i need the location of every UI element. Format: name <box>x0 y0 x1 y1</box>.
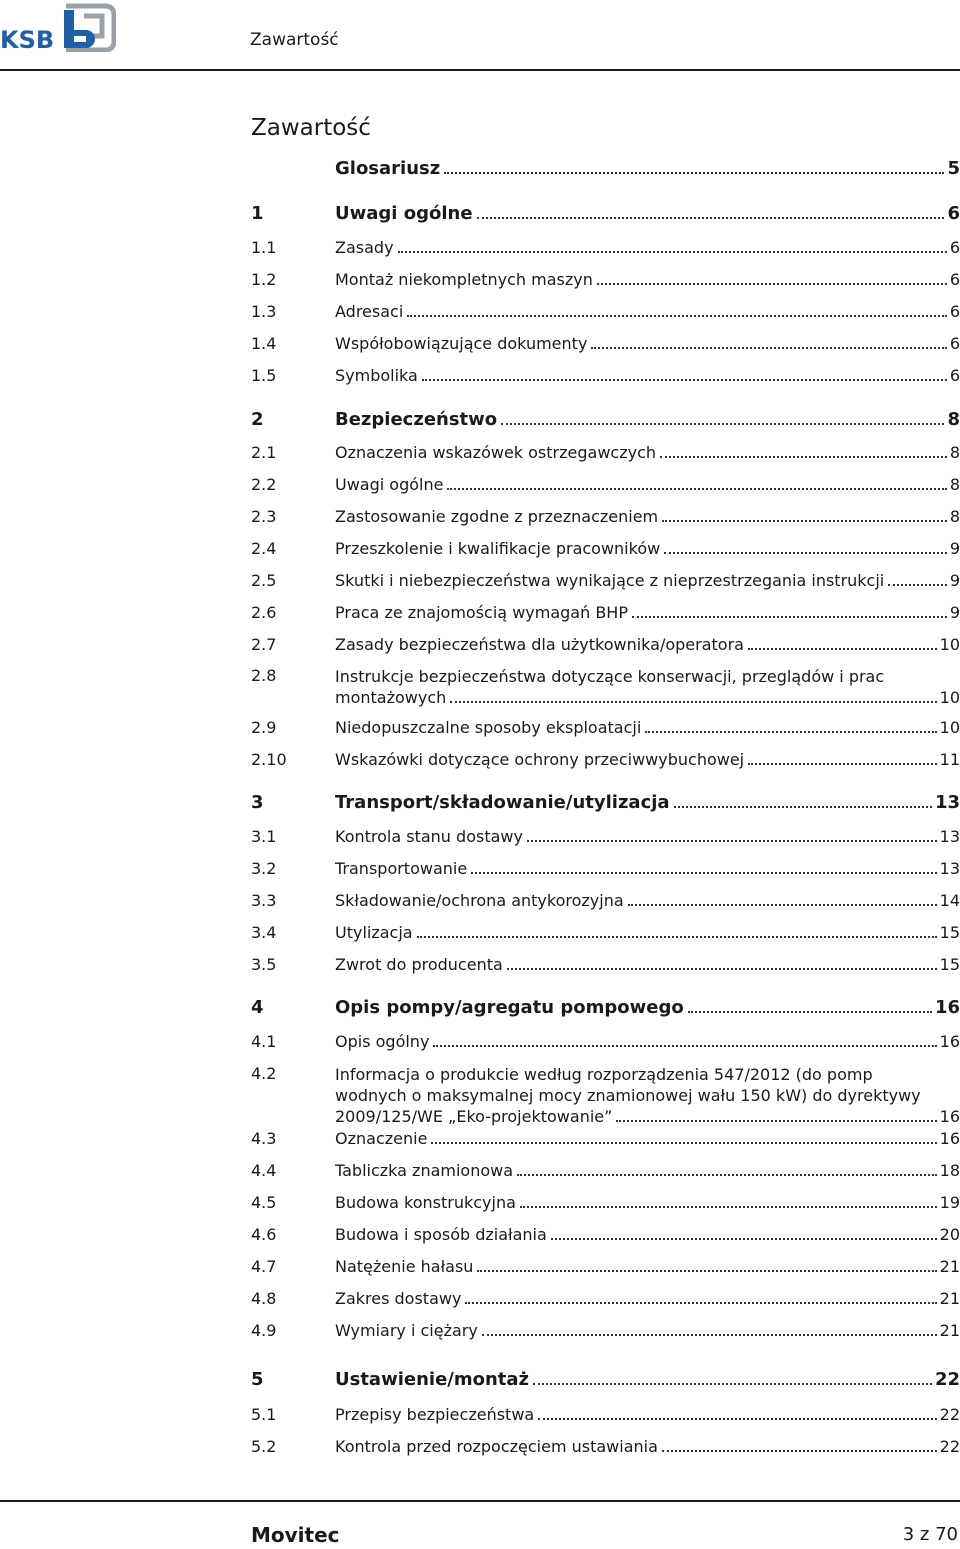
toc-section-entry[interactable] <box>251 539 960 559</box>
toc-section-entry[interactable] <box>251 635 960 655</box>
toc-entry-title: Opis pompy/agregatu pompowego <box>335 997 684 1018</box>
toc-entry-title-line: 2009/125/WE „Eko-projektowanie” <box>335 1107 613 1126</box>
toc-dot-leader <box>645 731 936 733</box>
toc-dot-leader <box>632 616 947 618</box>
toc-dot-leader <box>417 936 937 938</box>
toc-entry-title: Oznaczenia wskazówek ostrzegawczych <box>335 443 656 462</box>
toc-chapter-entry[interactable] <box>251 793 960 813</box>
toc-entry-page: 22 <box>939 1437 960 1456</box>
toc-dot-leader <box>520 1206 937 1208</box>
toc-entry-title: Niedopuszczalne sposoby eksploatacji <box>335 718 642 737</box>
toc-section-entry[interactable] <box>251 1321 960 1341</box>
toc-entry-number: 1 <box>251 203 264 224</box>
toc-dot-leader <box>748 648 937 650</box>
toc-entry-title-line: Informacja o produkcie według rozporządzenia 547/2012 (do pomp <box>335 1065 873 1084</box>
toc-entry-number: 3.3 <box>251 891 277 910</box>
toc-entry-title: Kontrola stanu dostawy <box>335 827 523 846</box>
footer-divider <box>0 1500 960 1502</box>
toc-entry-page: 10 <box>939 635 960 654</box>
toc-entry-page: 6 <box>949 270 960 289</box>
toc-entry-title: Symbolika <box>335 366 418 385</box>
toc-dot-leader <box>447 488 946 490</box>
toc-entry-title: Opis ogólny <box>335 1032 430 1051</box>
toc-entry-page: 8 <box>949 475 960 494</box>
toc-entry-page: 9 <box>949 603 960 622</box>
toc-dot-leader <box>482 1334 937 1336</box>
toc-entry-number: 1.2 <box>251 270 277 289</box>
toc-section-entry[interactable] <box>251 1289 960 1309</box>
toc-entry-number: 4.3 <box>251 1129 277 1148</box>
toc-entry-page: 16 <box>939 1129 960 1148</box>
toc-entry-title: Kontrola przed rozpoczęciem ustawiania <box>335 1437 658 1456</box>
toc-entry-title: Montaż niekompletnych maszyn <box>335 270 593 289</box>
toc-dot-leader <box>664 552 947 554</box>
toc-dot-leader <box>591 347 946 349</box>
toc-entry-number: 4.1 <box>251 1032 277 1051</box>
toc-entry-page: 8 <box>947 409 960 430</box>
toc-entry-page: 16 <box>934 997 960 1018</box>
toc-dot-leader <box>597 283 947 285</box>
toc-entry-title-line: wodnych o maksymalnej mocy znamionowej wału 150 kW) do dyrektywy <box>335 1086 921 1105</box>
toc-entry-number: 2.2 <box>251 475 277 494</box>
toc-entry-title: Zwrot do producenta <box>335 955 503 974</box>
toc-entry-number: 1.4 <box>251 334 277 353</box>
toc-entry-number: 2.5 <box>251 571 277 590</box>
toc-dot-leader <box>477 1270 936 1272</box>
toc-dot-leader <box>748 763 937 765</box>
toc-entry-number: 1.1 <box>251 238 277 257</box>
toc-entry-page: 13 <box>939 827 960 846</box>
toc-entry-page: 22 <box>939 1405 960 1424</box>
toc-entry-number: 2.1 <box>251 443 277 462</box>
toc-entry-number: 2.10 <box>251 750 287 769</box>
toc-chapter-entry[interactable] <box>251 1370 960 1390</box>
page-header <box>0 0 960 70</box>
toc-dot-leader <box>433 1045 936 1047</box>
toc-section-entry[interactable] <box>251 443 960 463</box>
toc-dot-leader <box>538 1418 936 1420</box>
toc-entry-title: Ustawienie/montaż <box>335 1369 530 1390</box>
toc-dot-leader <box>688 1011 932 1013</box>
toc-entry-page: 16 <box>939 1032 960 1051</box>
toc-section-entry[interactable] <box>251 603 960 623</box>
toc-entry-number: 2.8 <box>251 666 277 685</box>
toc-entry-number: 4.4 <box>251 1161 277 1180</box>
toc-section-entry[interactable] <box>251 923 960 943</box>
toc-entry-number: 2.3 <box>251 507 277 526</box>
toc-entry-title: Przeszkolenie i kwalifikacje pracowników <box>335 539 661 558</box>
toc-entry-page: 15 <box>939 923 960 942</box>
toc-entry-page: 22 <box>934 1369 960 1390</box>
toc-entry-title: Budowa i sposób działania <box>335 1225 547 1244</box>
toc-dot-leader <box>431 1142 936 1144</box>
toc-dot-leader <box>444 172 944 174</box>
svg-text:KSB: KSB <box>0 26 55 52</box>
toc-entry-page: 21 <box>939 1257 960 1276</box>
toc-section-entry[interactable] <box>251 1032 960 1052</box>
toc-entry-page: 10 <box>939 718 960 737</box>
toc-entry-page: 6 <box>949 238 960 257</box>
toc-dot-leader <box>398 251 947 253</box>
toc-section-entry[interactable] <box>251 1064 960 1127</box>
toc-entry-title: Zastosowanie zgodne z przeznaczeniem <box>335 507 659 526</box>
toc-entry-title-line: Instrukcje bezpieczeństwa dotyczące konserwacji, przeglądów i prac <box>335 667 885 686</box>
toc-dot-leader <box>662 520 947 522</box>
toc-entry-title: Składowanie/ochrona antykorozyjna <box>335 891 624 910</box>
toc-dot-leader <box>501 423 944 425</box>
toc-entry-number: 3 <box>251 792 264 813</box>
toc-section-entry[interactable] <box>251 955 960 975</box>
toc-dot-leader <box>674 806 932 808</box>
page-title: Zawartość <box>251 115 371 142</box>
toc-section-entry[interactable] <box>251 859 960 879</box>
toc-chapter-entry[interactable] <box>251 998 960 1018</box>
toc-entry-title: Współobowiązujące dokumenty <box>335 334 588 353</box>
toc-section-entry[interactable] <box>251 302 960 322</box>
toc-entry-title: Wymiary i ciężary <box>335 1321 478 1340</box>
toc-entry-number: 5 <box>251 1369 264 1390</box>
toc-entry-title-line: montażowych <box>335 688 447 707</box>
toc-entry-number: 5.2 <box>251 1437 277 1456</box>
toc-dot-leader <box>507 968 937 970</box>
toc-chapter-entry[interactable] <box>251 159 960 179</box>
toc-entry-number: 4.5 <box>251 1193 277 1212</box>
toc-dot-leader <box>450 701 936 703</box>
toc-section-entry[interactable] <box>251 571 960 591</box>
toc-entry-title: Transportowanie <box>335 859 468 878</box>
toc-entry-page: 13 <box>934 792 960 813</box>
toc-entry-number: 4 <box>251 997 264 1018</box>
toc-entry-title: Uwagi ogólne <box>335 203 473 224</box>
toc-entry-title: Skutki i niebezpieczeństwa wynikające z nieprzestrzegania instrukcji <box>335 571 885 590</box>
toc-section-entry[interactable] <box>251 666 960 708</box>
toc-dot-leader <box>662 1450 937 1452</box>
toc-section-entry[interactable] <box>251 366 960 386</box>
toc-entry-page: 8 <box>949 443 960 462</box>
toc-section-entry[interactable] <box>251 475 960 495</box>
toc-entry-number: 2.6 <box>251 603 277 622</box>
toc-entry-page: 21 <box>939 1321 960 1340</box>
toc-entry-page: 15 <box>939 955 960 974</box>
toc-dot-leader <box>517 1174 937 1176</box>
toc-section-entry[interactable] <box>251 1437 960 1457</box>
footer-page-number: 3 z 70 <box>902 1524 958 1545</box>
toc-entry-page: 9 <box>949 539 960 558</box>
header-divider <box>0 69 960 71</box>
toc-entry-title: Glosariusz <box>335 158 441 179</box>
toc-entry-title: Transport/składowanie/utylizacja <box>335 792 670 813</box>
toc-dot-leader <box>628 904 937 906</box>
toc-entry-number: 4.7 <box>251 1257 277 1276</box>
toc-entry-title: Przepisy bezpieczeństwa <box>335 1405 535 1424</box>
toc-entry-page: 13 <box>939 859 960 878</box>
toc-entry-title: Zasady <box>335 238 394 257</box>
toc-entry-page: 18 <box>939 1161 960 1180</box>
toc-entry-page: 16 <box>939 1107 960 1126</box>
toc-dot-leader <box>527 840 937 842</box>
toc-dot-leader <box>888 584 947 586</box>
toc-dot-leader <box>465 1302 936 1304</box>
toc-entry-title: Natężenie hałasu <box>335 1257 474 1276</box>
toc-entry-title: Oznaczenie <box>335 1129 428 1148</box>
toc-entry-number: 2.4 <box>251 539 277 558</box>
toc-section-entry[interactable] <box>251 718 960 738</box>
toc-section-entry[interactable] <box>251 1225 960 1245</box>
toc-entry-page: 6 <box>949 302 960 321</box>
toc-entry-number: 5.1 <box>251 1405 277 1424</box>
toc-entry-page: 9 <box>949 571 960 590</box>
toc-entry-title: Zasady bezpieczeństwa dla użytkownika/operatora <box>335 635 744 654</box>
toc-dot-leader <box>471 872 936 874</box>
toc-dot-leader <box>407 315 947 317</box>
toc-chapter-entry[interactable] <box>251 410 960 430</box>
toc-entry-title: Uwagi ogólne <box>335 475 444 494</box>
toc-entry-number: 4.8 <box>251 1289 277 1308</box>
toc-entry-page: 11 <box>939 750 960 769</box>
toc-entry-page: 14 <box>939 891 960 910</box>
toc-entry-title: Tabliczka znamionowa <box>335 1161 514 1180</box>
toc-entry-title: Praca ze znajomością wymagań BHP <box>335 603 628 622</box>
toc-dot-leader <box>616 1120 936 1122</box>
toc-entry-number: 3.5 <box>251 955 277 974</box>
toc-entry-number: 4.6 <box>251 1225 277 1244</box>
toc-chapter-entry[interactable] <box>251 204 960 224</box>
toc-entry-title: Wskazówki dotyczące ochrony przeciwwybuchowej <box>335 750 745 769</box>
toc-entry-page: 6 <box>949 366 960 385</box>
toc-entry-number: 1.5 <box>251 366 277 385</box>
toc-entry-number: 4.2 <box>251 1064 277 1083</box>
toc-entry-title: Zakres dostawy <box>335 1289 462 1308</box>
toc-section-entry[interactable] <box>251 270 960 290</box>
toc-entry-page: 8 <box>949 507 960 526</box>
toc-section-entry[interactable] <box>251 1129 960 1149</box>
toc-section-entry[interactable] <box>251 827 960 847</box>
toc-entry-number: 2.9 <box>251 718 277 737</box>
toc-section-entry[interactable] <box>251 750 960 770</box>
toc-section-entry[interactable] <box>251 1193 960 1213</box>
toc-entry-number: 2.7 <box>251 635 277 654</box>
toc-section-entry[interactable] <box>251 507 960 527</box>
toc-section-entry[interactable] <box>251 238 960 258</box>
toc-entry-number: 3.2 <box>251 859 277 878</box>
toc-section-entry[interactable] <box>251 1161 960 1181</box>
toc-entry-page: 6 <box>947 203 960 224</box>
toc-entry-number: 2 <box>251 409 264 430</box>
toc-entry-title: Budowa konstrukcyjna <box>335 1193 516 1212</box>
toc-entry-number: 3.1 <box>251 827 277 846</box>
header-section-title: Zawartość <box>250 30 339 50</box>
toc-entry-page: 21 <box>939 1289 960 1308</box>
toc-entry-number: 1.3 <box>251 302 277 321</box>
toc-section-entry[interactable] <box>251 1257 960 1277</box>
toc-entry-title: Bezpieczeństwo <box>335 409 498 430</box>
toc-entry-page: 19 <box>939 1193 960 1212</box>
toc-section-entry[interactable] <box>251 891 960 911</box>
toc-section-entry[interactable] <box>251 1405 960 1425</box>
toc-entry-page: 6 <box>949 334 960 353</box>
toc-dot-leader <box>477 217 945 219</box>
toc-entry-page: 20 <box>939 1225 960 1244</box>
toc-entry-title: Utylizacja <box>335 923 413 942</box>
toc-dot-leader <box>422 379 947 381</box>
toc-section-entry[interactable] <box>251 334 960 354</box>
toc-entry-page: 10 <box>939 688 960 707</box>
toc-entry-number: 3.4 <box>251 923 277 942</box>
footer-product-name: Movitec <box>251 1523 340 1547</box>
toc-dot-leader <box>660 456 947 458</box>
toc-entry-page: 5 <box>947 158 960 179</box>
toc-entry-number: 4.9 <box>251 1321 277 1340</box>
toc-entry-title: Adresaci <box>335 302 404 321</box>
toc-dot-leader <box>533 1383 932 1385</box>
ksb-logo <box>0 2 116 52</box>
toc-dot-leader <box>551 1238 937 1240</box>
